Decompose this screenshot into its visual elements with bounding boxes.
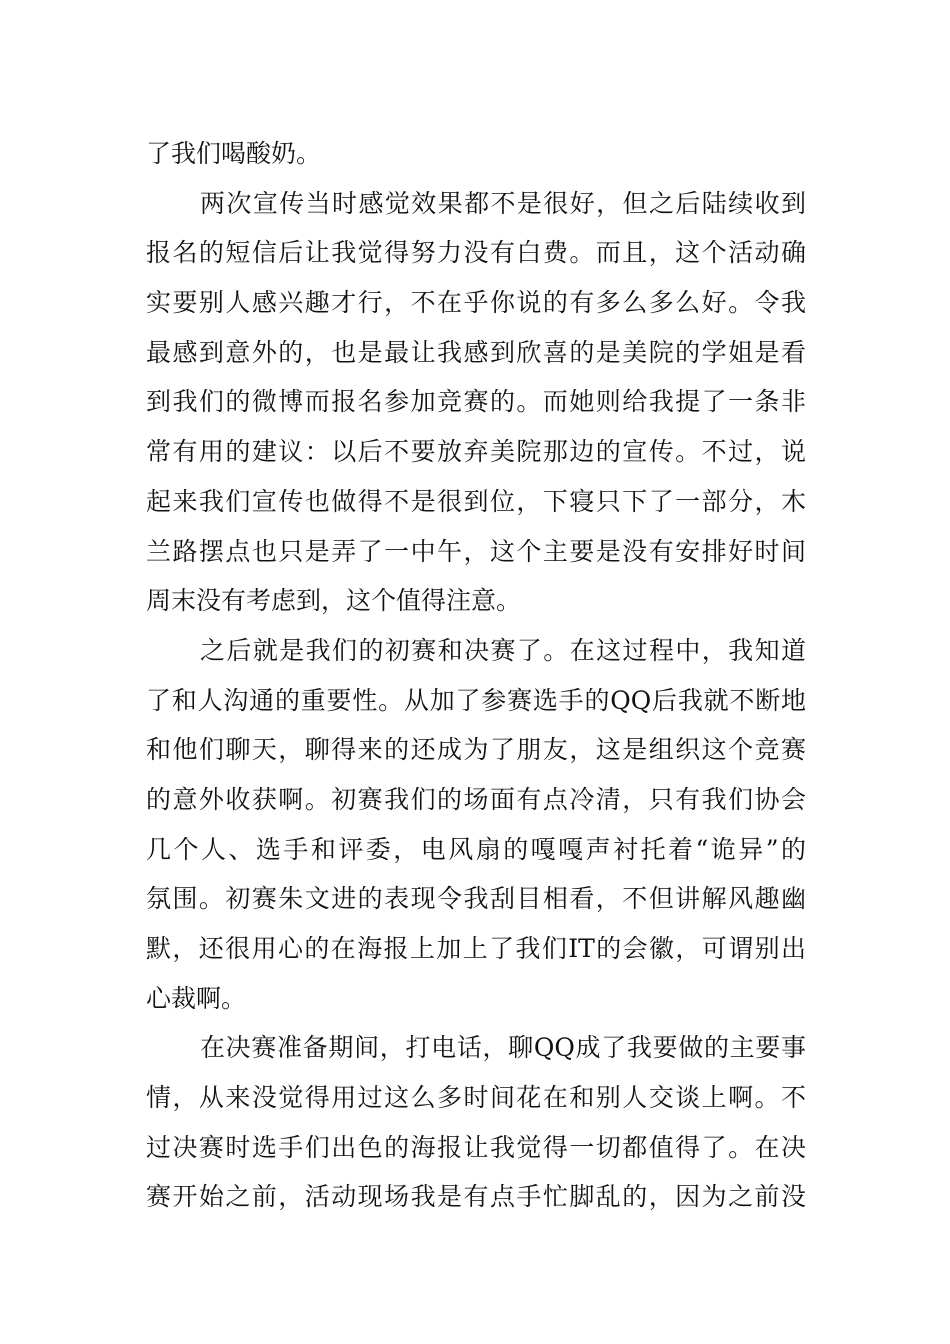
text-line: 两次宣传当时感觉效果都不是很好，但之后陆续收到 [200,188,806,218]
text-line: 心裁啊。 [146,983,247,1013]
text-line: 之后就是我们的初赛和决赛了。在这过程中，我知道 [200,635,806,665]
text-line: 到我们的微博而报名参加竞赛的。而她则给我提了一条非 [146,387,806,417]
document-body [146,129,806,1222]
paragraph [146,626,806,1024]
text-line: 几个人、选手和评委，电风扇的嘎嘎声衬托着“诡异”的 [146,834,806,864]
paragraph [146,179,806,626]
text-line: 赛开始之前，活动现场我是有点手忙脚乱的，因为之前没 [146,1182,806,1212]
text-line: 周末没有考虑到，这个值得注意。 [146,586,522,616]
paragraph [146,1023,806,1222]
text-line: 实要别人感兴趣才行，不在乎你说的有多么多么好。令我 [146,288,806,318]
text-line: 过决赛时选手们出色的海报让我觉得一切都值得了。在决 [146,1132,806,1162]
text-line: 常有用的建议：以后不要放弃美院那边的宣传。不过，说 [146,437,806,467]
text-line: 和他们聊天，聊得来的还成为了朋友，这是组织这个竞赛 [146,735,806,765]
text-line: 在决赛准备期间，打电话，聊QQ成了我要做的主要事 [200,1033,806,1063]
text-line: 情，从来没觉得用过这么多时间花在和别人交谈上啊。不 [146,1083,806,1113]
text-line: 最感到意外的，也是最让我感到欣喜的是美院的学姐是看 [146,337,806,367]
text-line: 默，还很用心的在海报上加上了我们IT的会徽，可谓别出 [146,934,806,963]
text-line: 兰路摆点也只是弄了一中午，这个主要是没有安排好时间 [146,536,806,566]
text-line: 了和人沟通的重要性。从加了参赛选手的QQ后我就不断地 [146,685,806,715]
text-line: 起来我们宣传也做得不是很到位，下寝只下了一部分，木 [146,486,806,516]
text-line: 报名的短信后让我觉得努力没有白费。而且，这个活动确 [146,238,806,268]
text-line: 了我们喝酸奶。 [146,139,322,168]
paragraph [146,129,806,179]
text-line: 的意外收获啊。初赛我们的场面有点冷清，只有我们协会 [146,784,806,814]
text-line: 氛围。初赛朱文进的表现令我刮目相看，不但讲解风趣幽 [146,884,806,914]
